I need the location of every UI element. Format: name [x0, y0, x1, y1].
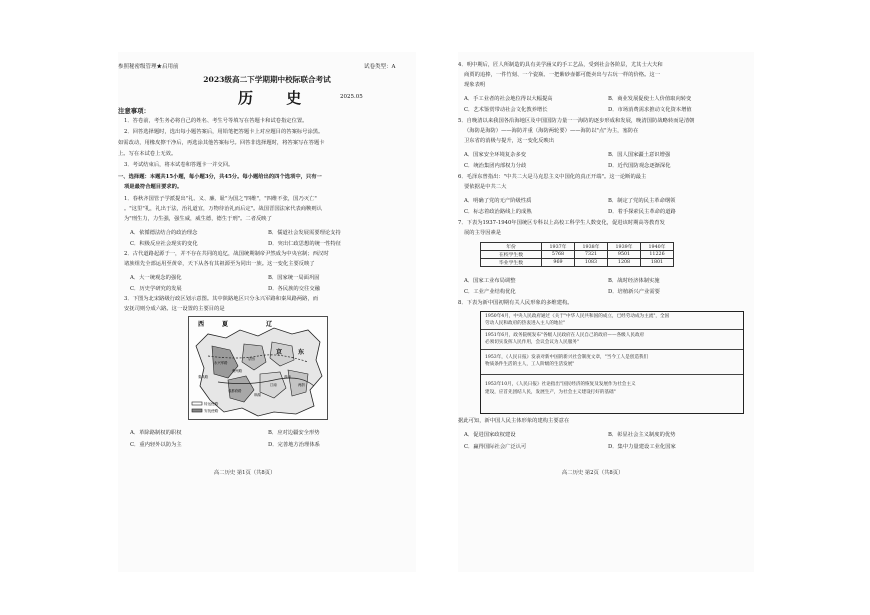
- table-header-cell: 1940年: [641, 243, 674, 251]
- question-stem: 1．春秋齐国管子学派提出"礼、义、廉、耻"为国之"四维"，"四维不张，国乃灭亡": [124, 196, 317, 202]
- table-row: [481, 251, 674, 259]
- answer-option[interactable]: B．彰显社会主义制度的优势: [608, 432, 676, 438]
- question-stem: 7．下表为1937-1940年国统区专科以上高校工科学生人数变化，促进该时期高等教育发: [458, 220, 665, 226]
- question-stem: 2．古代道路起源于一，并不存在共同的追忆，战国统期制帝尹然成为中央官制；西汉时: [124, 251, 329, 257]
- map-label: 成都府路: [228, 389, 242, 393]
- answer-option[interactable]: B．商业发展促使士人价值取向转变: [608, 96, 692, 102]
- answer-option[interactable]: B．制定了党的民主革命纲领: [608, 198, 676, 204]
- map-label: 辽: [266, 321, 273, 328]
- map-label: 两浙: [298, 383, 305, 387]
- question-stem: 4．明中期后，匠人所制造的具有美学涵义的手工艺品，受到社会各阶层，尤其士大夫和: [458, 62, 663, 68]
- section-heading: 一、选择题：本题共15小题，每小题3分，共45分。每小题给出的四个选项中，只有一: [118, 174, 322, 180]
- quote-line: 必须切实发挥人民作用，会议会议为人民服务": [485, 340, 579, 345]
- secret-label: 参照秘密级管理★启用前: [118, 64, 179, 70]
- paper-type-label: 试卷类型：A: [364, 64, 396, 70]
- page-footer: 高二历史 第1页（共8页）: [214, 470, 276, 476]
- question-stem: 展的主导因素是: [464, 230, 502, 236]
- quote-line: 1953年，《人民日报》发表对新中国的新兴社会制度文章，"当今工人是创造我们: [485, 355, 649, 360]
- quote-line: 建设，应首先团结人民，发展生产，为社会主义建设打好的基础": [485, 390, 616, 395]
- table-header-row: [481, 243, 674, 251]
- quote-divider: [481, 349, 743, 350]
- table-header-cell: 1938年: [575, 243, 608, 251]
- answer-option[interactable]: C．统治集团内部权力分歧: [464, 163, 527, 169]
- answer-option[interactable]: C．艺术鉴赏带动社会文化教养增长: [464, 107, 548, 113]
- answer-option[interactable]: B．儒道社会发展需要理论支持: [268, 230, 341, 236]
- question-stem: 据此可知，新中国人民主体形象的建构主要意在: [458, 418, 570, 424]
- answer-option[interactable]: D．近代国防观念逐渐深化: [608, 163, 671, 169]
- question-stem: 现象表明: [464, 82, 486, 88]
- table-header-cell: 1939年: [608, 243, 641, 251]
- answer-option[interactable]: D．各民族的交往交融: [268, 286, 320, 292]
- answer-option[interactable]: A．国家安全环境复杂多变: [464, 152, 527, 158]
- answer-option[interactable]: C．积极反应社会现实的变化: [130, 241, 198, 247]
- answer-option[interactable]: A．国家工业布局调整: [464, 278, 516, 284]
- answer-option[interactable]: D．完善地方治理体系: [268, 442, 320, 448]
- answer-option[interactable]: B．战时经济体制实施: [608, 278, 660, 284]
- exam-date: 2025.05: [340, 94, 363, 100]
- answer-option[interactable]: A．依循德法结合的政治理念: [130, 230, 198, 236]
- map-label: 利州路: [232, 369, 243, 373]
- song-dynasty-map: [188, 316, 328, 420]
- map-label: 夏: [222, 321, 229, 328]
- quote-line: 1950年4月，中央人民政府通过《关于"中华人民共和国的成立，已经劳动成为主流"，全国: [485, 314, 670, 319]
- table-cell: 11226: [641, 251, 674, 259]
- table-cell: 在校学生数: [481, 251, 542, 259]
- answer-option[interactable]: A．大一统观念的强化: [130, 275, 182, 281]
- map-label: 京西: [248, 357, 255, 361]
- answer-option[interactable]: C．历史学研究的发展: [130, 286, 182, 292]
- table-cell: 9501: [608, 251, 641, 259]
- table-cell: 1801: [641, 259, 674, 267]
- answer-option[interactable]: D．着手探索民主革命的道路: [608, 209, 676, 215]
- exam-page-left: [118, 52, 416, 572]
- question-stem: （海防是海防）——海防并重（海防两轮要）——海防以"点"为主，塞防在: [464, 128, 639, 134]
- question-stem: 6．毛泽东曾指出："中共二大是马克思主义中国化的真正开端"。这一论断的最主: [458, 174, 647, 180]
- quote-line: 物质条件生活的主人，工人阶级的生活发展": [485, 362, 575, 367]
- answer-option[interactable]: A．手工业者的社会地位得以大幅提高: [464, 96, 553, 102]
- question-stem: 5．自晚清以来我国各沿海地区及中国国防力量一一海防的逐步形成和发展，晚清国防战略转而是清朝: [458, 118, 695, 124]
- notes-heading: 注意事项：: [118, 107, 150, 115]
- map-label: 西: [198, 321, 205, 328]
- table-header-cell: 年份: [481, 243, 542, 251]
- question-stem: 。"这里"礼，礼出于法，治礼道宜，万物待治礼而后定"。战国晋国法家代表商鞅则认: [124, 206, 322, 212]
- subject-title: 历 史: [238, 89, 316, 107]
- table-header-cell: 1937年: [542, 243, 575, 251]
- answer-option[interactable]: B．国家统一局面巩固: [268, 275, 320, 281]
- note-line: 1．答卷前，考生务必将自己的姓名、考生号等填写在答题卡和试卷指定位置。: [124, 118, 308, 124]
- answer-option[interactable]: B．国人国家疆土意识增强: [608, 152, 671, 158]
- answer-option[interactable]: B．应对边疆安全形势: [268, 430, 320, 436]
- page-footer: 高二历史 第2页（共8页）: [562, 470, 624, 476]
- answer-option[interactable]: D．市场消费需求推动文化资本增值: [608, 107, 692, 113]
- quote-divider: [481, 329, 743, 330]
- answer-option[interactable]: C．赢得国际社会广泛认可: [464, 444, 527, 450]
- answer-option[interactable]: A．革除路制权的职权: [130, 430, 182, 436]
- answer-option[interactable]: A．明确了党的无产阶级性质: [464, 198, 532, 204]
- quote-line: 1953年10月，《人民日报》社论指出"国民经济的恢复及发展作为社会主义: [485, 382, 636, 387]
- answer-option[interactable]: C．重内轻外以防为主: [130, 442, 182, 448]
- question-stem: 8．下表为新中国初期有关人民形象的多维建构。: [458, 300, 573, 306]
- answer-option[interactable]: D．培植新兴产业需要: [608, 289, 660, 295]
- note-line: 2．回答选择题时，选出每小题答案后，用铅笔把答题卡上对应题目的答案标号涂黑。: [124, 129, 324, 135]
- note-line: 上。写在本试卷上无效。: [118, 151, 177, 157]
- answer-option[interactable]: D．突出仁政思想的统一性特征: [268, 241, 342, 247]
- question-stem: 诸族组先全部运用至黄帝，天下从各有其祖源至为同出一族。这一变化主要反映了: [124, 261, 315, 267]
- map-label: 东: [298, 349, 305, 356]
- section-heading: 项是最符合题目要求的。: [124, 184, 183, 190]
- question-stem: 为"刑生力，力生强，强生威，威生德，德生于刑"。二者反映了: [124, 216, 272, 222]
- question-stem: 商贾的追捧，一件竹刻、一个瓷瓶、一把紫砂壶都可能卖出与古玩一样的价格。这一: [464, 72, 660, 78]
- question-stem: 卫东省的消极与提升，这一变化反映出: [464, 138, 555, 144]
- answer-option[interactable]: C．工业产业结构优化: [464, 289, 516, 295]
- exam-page-right: [458, 52, 754, 572]
- table-cell: 1083: [575, 259, 608, 267]
- student-count-table: [480, 242, 674, 267]
- question-stem: 要依据是中共二大: [464, 184, 507, 190]
- question-stem: 安抚司则分成六路。这一设置的主要目的是: [124, 306, 225, 312]
- exam-title: 2023级高二下学期期中校际联合考试: [203, 75, 331, 84]
- quote-divider: [481, 374, 743, 375]
- question-stem: 3．下图为北宋路级行政区划示意图。其中陕路地区只分永兴军路和秦凤路两路，而: [124, 296, 319, 302]
- map-label: 荆湖: [254, 393, 261, 397]
- answer-option[interactable]: A．促进国家政权建设: [464, 432, 516, 438]
- note-line: 3．考试结束后，将本试卷和答题卡一并交回。: [124, 162, 234, 168]
- answer-option[interactable]: D．集中力量建设工业化国家: [608, 444, 676, 450]
- map-label: 京: [276, 349, 283, 356]
- table-cell: 969: [542, 259, 575, 267]
- table-cell: 1208: [608, 259, 641, 267]
- quote-line: 1951年6月，政务院统发布"各级人民政府在人民自己的政府——各级人民政府: [485, 333, 645, 338]
- table-cell: 7321: [575, 251, 608, 259]
- quote-line: 劳动人民和政府的热衷进入主人的地位": [485, 321, 566, 326]
- map-legend: 安抚使路: [204, 409, 219, 413]
- quote-box: [480, 311, 744, 414]
- table-cell: 毕业学生数: [481, 259, 542, 267]
- table-row: [481, 259, 674, 267]
- map-label: 江南: [270, 383, 277, 387]
- map-label: 淮南: [284, 375, 291, 379]
- map-legend: 转运使路: [204, 402, 219, 406]
- map-label: 秦凤路: [198, 375, 209, 379]
- table-cell: 5768: [542, 251, 575, 259]
- answer-option[interactable]: C．标志着政治路线上的成熟: [464, 209, 532, 215]
- note-line: 如需改动，用橡皮擦干净后，再选涂其他答案标号。回答非选择题时，将答案写在答题卡: [118, 140, 325, 146]
- map-label: 永兴军路: [214, 361, 228, 365]
